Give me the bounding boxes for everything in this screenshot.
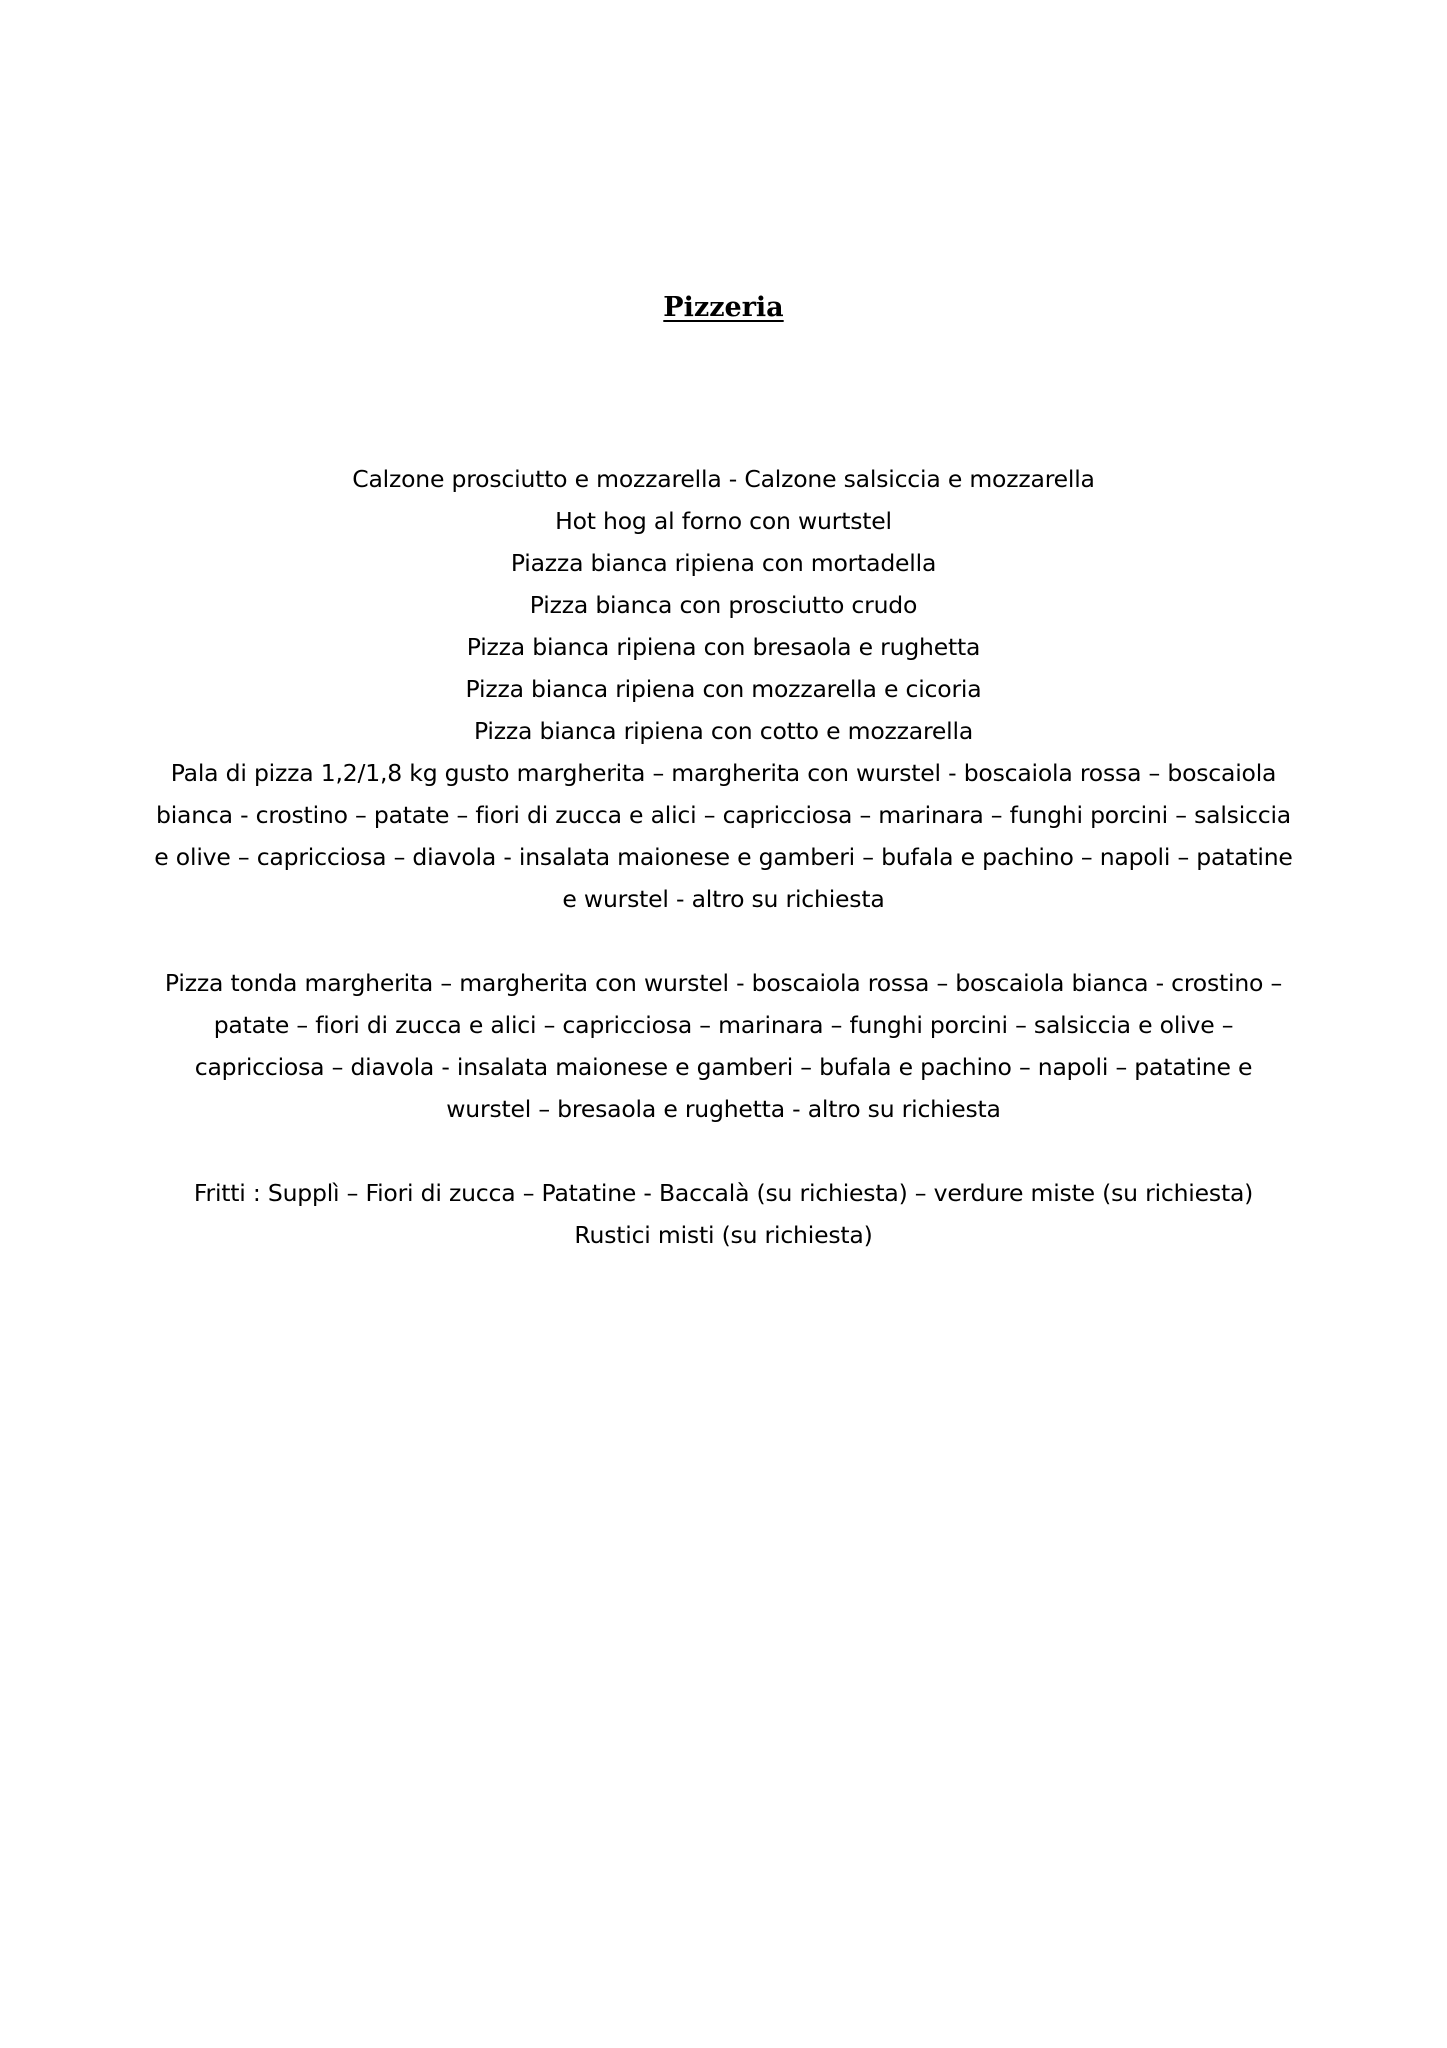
menu-line-fritti: Fritti : Supplì – Fiori di zucca – Patatine - Baccalà (su richiesta) – verdure miste (su richiesta) — [193, 1179, 1254, 1207]
menu-paragraph-pala: Pala di pizza 1,2/1,8 kg gusto margherita – margherita con wurstel - boscaiola rossa – boscaiola bianca - crostino – patate – fiori di zucca e alici – capricciosa – marinara – funghi porcini – salsiccia e olive – capricciosa – diavola - insalata maionese e gamberi – bufala e pachino – napoli – patatine e wurstel - altro su richiesta — [154, 759, 1293, 913]
menu-paragraph-tonda: Pizza tonda margherita – margherita con wurstel - boscaiola rossa – boscaiola bianca - crostino – patate – fiori di zucca e alici – capricciosa – marinara – funghi porcini – salsiccia e olive – capricciosa – diavola - insalata maionese e gamberi – bufala e pachino – napoli – patatine e wurstel – bresaola e rughetta - altro su richiesta — [164, 969, 1283, 1123]
menu-line-cotto: Pizza bianca ripiena con cotto e mozzarella — [473, 717, 974, 745]
menu-line-cicoria: Pizza bianca ripiena con mozzarella e cicoria — [465, 675, 982, 703]
page-title: Pizzeria — [663, 292, 784, 323]
menu-line-prosciutto-crudo: Pizza bianca con prosciutto crudo — [529, 591, 918, 619]
spacer — [150, 920, 1297, 962]
menu-line-rustici: Rustici misti (su richiesta) — [574, 1221, 873, 1249]
spacer — [150, 1130, 1297, 1172]
menu-line-mortadella: Piazza bianca ripiena con mortadella — [510, 549, 937, 577]
menu-line-hot-dog: Hot hog al forno con wurtstel — [555, 507, 892, 535]
menu-list — [150, 458, 1297, 1256]
menu-line-bresaola: Pizza bianca ripiena con bresaola e rughetta — [466, 633, 981, 661]
menu-line-calzone: Calzone prosciutto e mozzarella - Calzone salsiccia e mozzarella — [352, 465, 1095, 493]
